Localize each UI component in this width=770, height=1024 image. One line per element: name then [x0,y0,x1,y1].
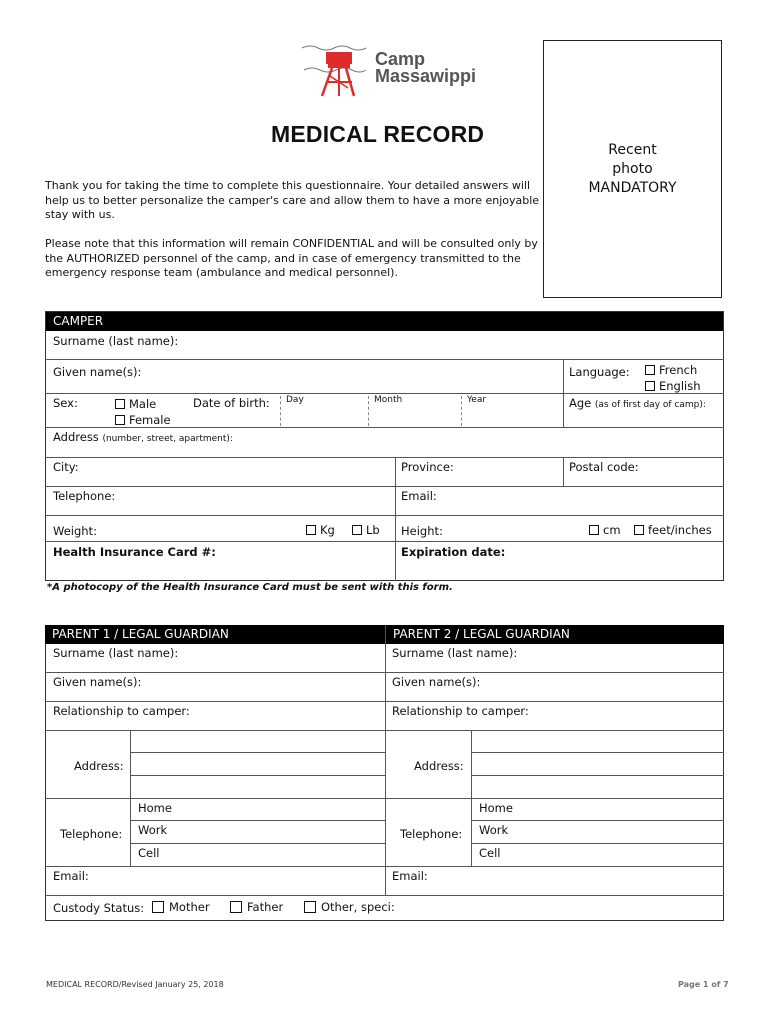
health-card-label: Health Insurance Card #: [53,545,216,559]
weight-label: Weight: [53,524,97,538]
sex-label: Sex: [53,396,78,410]
feet-checkbox[interactable] [634,525,644,535]
camper-header: CAMPER [46,312,723,331]
parent2-address-label: Address: [414,759,464,773]
expiration-label: Expiration date: [401,545,506,559]
feet-label: feet/inches [648,523,712,537]
english-label: English [659,379,701,393]
dob-day-label: Day [286,395,304,405]
parent1-surname-label: Surname (last name): [53,646,179,660]
photo-line-3: MANDATORY [588,180,677,196]
camper-email-label: Email: [401,489,437,503]
english-checkbox[interactable] [645,381,655,391]
parent2-relationship-label: Relationship to camper: [392,704,529,718]
other-checkbox[interactable] [304,901,316,913]
footer-revised: MEDICAL RECORD/Revised January 25, 2018 [46,980,224,989]
sex-female-option[interactable] [115,413,171,427]
mother-label: Mother [169,900,210,914]
father-checkbox[interactable] [230,901,242,913]
parent2-telephone-label: Telephone: [400,827,463,841]
height-cm-option[interactable] [589,523,621,537]
dob-month-label: Month [374,395,403,405]
age-label [569,396,706,410]
other-label: Other, speci: [321,900,395,914]
custody-mother-option[interactable] [152,900,210,914]
parent1-address-label: Address: [74,759,124,773]
kg-checkbox[interactable] [306,525,316,535]
dob-label: Date of birth: [193,396,270,410]
address-note: (number, street, apartment): [102,434,233,444]
sex-male-option[interactable] [115,397,156,411]
lb-label: Lb [366,523,380,537]
city-label: City: [53,460,79,474]
language-english-option[interactable] [645,379,701,393]
parent2-cell-label: Cell [479,846,501,860]
weight-lb-option[interactable] [352,523,380,537]
parent2-header: PARENT 2 / LEGAL GUARDIAN [386,625,724,644]
age-text: Age [569,396,592,410]
camp-logo [300,42,475,100]
mother-checkbox[interactable] [152,901,164,913]
kg-label: Kg [320,523,335,537]
female-checkbox[interactable] [115,415,125,425]
male-checkbox[interactable] [115,399,125,409]
logo-line-2: Massawippi [375,66,477,86]
address-label [53,430,233,444]
female-label: Female [129,413,171,427]
camper-telephone-label: Telephone: [53,489,116,503]
postal-code-label: Postal code: [569,460,639,474]
logo-line-1: Camp [375,49,426,69]
height-feet-option[interactable] [634,523,712,537]
parent1-work-label: Work [138,823,168,837]
parent1-relationship-label: Relationship to camper: [53,704,190,718]
parent2-email-label: Email: [392,869,428,883]
confidential-paragraph: Please note that this information will remain CONFIDENTIAL and will be consulted only by the AUTHORIZED personnel of the camp, and in case of emergency transmitted to the emergency response team (ambulance and medical personnel). [45,237,538,279]
french-checkbox[interactable] [645,365,655,375]
parent2-work-label: Work [479,823,509,837]
parent1-given-label: Given name(s): [53,675,142,689]
photocopy-note: *A photocopy of the Health Insurance Card must be sent with this form. [47,582,453,593]
custody-status-label: Custody Status: [53,901,145,915]
photo-line-2: photo [612,161,653,177]
parent2-home-label: Home [479,801,513,815]
footer-page-number: Page 1 of 7 [678,980,729,989]
language-label: Language: [569,365,630,379]
height-label: Height: [401,524,443,538]
parent1-header: PARENT 1 / LEGAL GUARDIAN [45,625,385,644]
parent1-cell-label: Cell [138,846,160,860]
province-label: Province: [401,460,454,474]
intro-paragraph: Thank you for taking the time to complete this questionnaire. Your detailed answers will help us to better personalize the camper's care and allow them to have a more enjoyable stay with us. [45,179,540,221]
language-french-option[interactable] [645,363,697,377]
cm-checkbox[interactable] [589,525,599,535]
parent2-given-label: Given name(s): [392,675,481,689]
photo-line-1: Recent [608,142,657,158]
custody-other-option[interactable] [304,900,395,914]
address-text: Address [53,430,99,444]
age-note: (as of first day of camp): [594,400,706,410]
parent1-home-label: Home [138,801,172,815]
father-label: Father [247,900,284,914]
parent1-telephone-label: Telephone: [60,827,123,841]
photo-box [543,40,722,298]
weight-kg-option[interactable] [306,523,335,537]
lifeguard-tower-icon [300,42,370,100]
male-label: Male [129,397,157,411]
lb-checkbox[interactable] [352,525,362,535]
cm-label: cm [603,523,621,537]
custody-father-option[interactable] [230,900,283,914]
camper-given-label: Given name(s): [53,365,142,379]
dob-year-label: Year [467,395,487,405]
camper-surname-label: Surname (last name): [53,334,179,348]
parent1-email-label: Email: [53,869,89,883]
page-title: MEDICAL RECORD [271,121,485,147]
parent2-surname-label: Surname (last name): [392,646,518,660]
french-label: French [659,363,698,377]
